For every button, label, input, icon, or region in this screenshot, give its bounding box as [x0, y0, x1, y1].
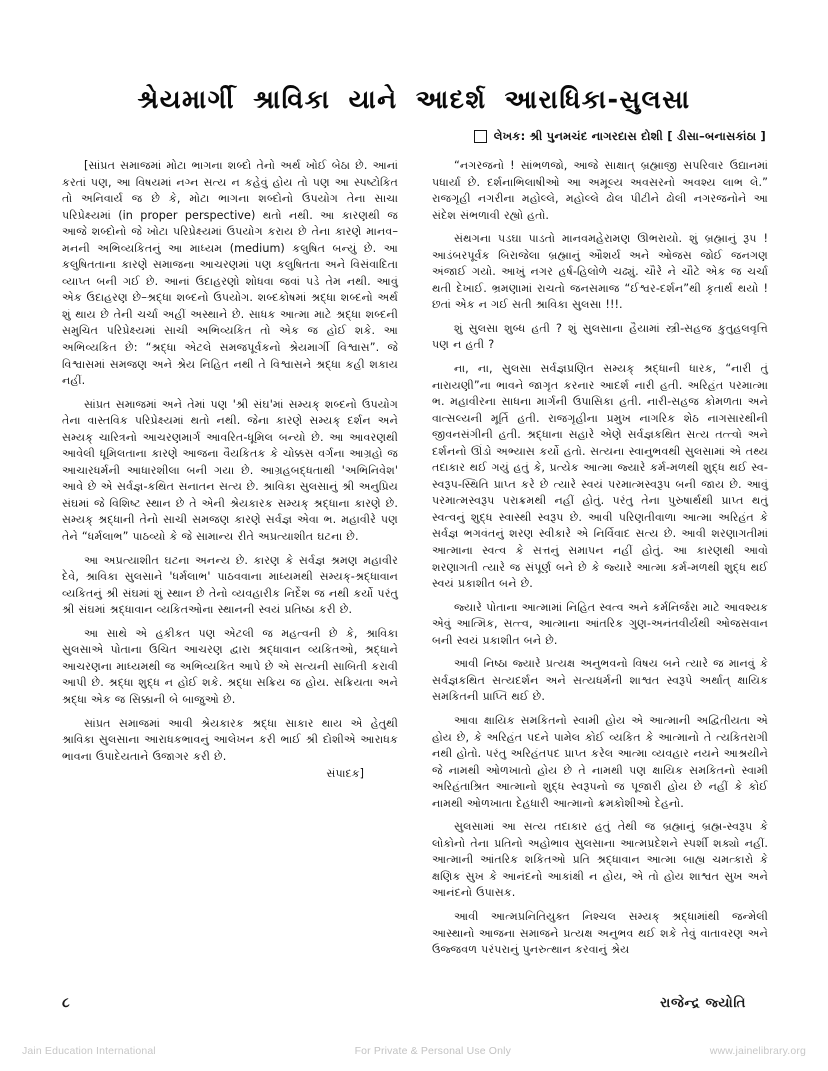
left-column [62, 158, 398, 958]
square-bullet-icon [474, 130, 487, 143]
scan-footer-left: Jain Education International [22, 1045, 156, 1057]
paragraph: સંથગના પડઘા પાડતો માનવમહેરામણ ઊભરાયો. શું બ્રહ્માનું રૂપ ! આડંબરપૂર્વક બિરાજેલા બ્રહ્માનું ઔશર્ય અને ઓજસ જોઈ જનગણ અંજાઈ ગયો. આખું નગર હર્ષ-હિલોળે ચઢ્યું. ચૌરે ને ચૌટે એક જ ચર્ચા થતી દેખાઈ. ભ્રમણામાં રાચતો જનસમાજ “ઈશ્વર-દર્શન”થી કૃતાર્થ થયો ! છતાં એક ન ગઈ સતી શ્રાવિકા સુલસા !!!. [432, 232, 768, 312]
paragraph: સાંપ્રત સમાજમાં અને તેમાં પણ 'શ્રી સંઘ'માં સમ્યક્ શબ્દનો ઉપયોગ તેના વાસ્તવિક પરિપ્રેક્ષ્યમાં થતો નથી. જેના કારણે સમ્યક્ દર્શન અને સમ્યક્ ચારિત્રનો આચરણમાર્ગ આવરિત-ધૂમિલ બન્યો છે. આ આવરણથી આવેલી ધૂમિલતાના કારણે આજના વૈયકિતક કે ચોક્કસ વર્ગના આગ્રહો જ આચારધર્મની આધારશીલા બની ગયા છે. આગ્રહબદ્ધતાથી 'અભિનિવેશ' આવે છે એ સર્વજ્ઞ-કથિત સનાતન સત્ય છે. શ્રાવિકા સુલસાનું શ્રી અનુપ્રિય સંઘમાં જે વિશિષ્ટ સ્થાન છે તે એની શ્રેયકારક સમ્યક્ શ્રદ્ધાના કારણે છે. સમ્યક્ શ્રદ્ધાની તેનો સાચી સમજણ કારણે સર્વજ્ઞ એવા ભ. મહાવીરે પણ તેને “ધર્મલાભ” પાઠવ્યો કે જે સામાન્ય રીતે અપ્રત્યાશીત ઘટના છે. [62, 397, 398, 544]
scan-footer-center: For Private & Personal Use Only [354, 1045, 511, 1057]
page-title: શ્રેયમાર્ગી શ્રાવિકા યાને આદર્શ આરાધિકા-સુલસા [137, 85, 691, 115]
paragraph: ના, ના, સુલસા સર્વજ્ઞપ્રણિત સમ્યક્ શ્રદ્ધાની ધારક, “નારી તું નારાયણી”ના ભાવને જાગૃત કરનાર આદર્શ નારી હતી. અરિહંત પરમાત્મા ભ. મહાવીરના સાધના માર્ગની ઉપાસિકા હતી. નારી-સહજ કોમળતા અને વાત્સલ્યની મૂર્તિ હતી. રાજગૃહીના પ્રમુખ નાગરિક શેઠ નાગસારથીની જીવનસંગીની હતી. શ્રદ્ધાના સહારે એણે સર્વજ્ઞકથિત સત્ય તત્ત્વો અને દર્શનનો ઊંડો અભ્યાસ કર્યો હતો. સત્યના સ્વાનુભવથી સુલસામાં એ તથ્ય તદાકાર થઈ ગયું હતું કે, પ્રત્યેક આત્મા જ્યારે કર્મ-મળથી શુદ્ધ થઈ સ્વ-સ્વરૂપ-સ્થિતિ પ્રાપ્ત કરે છે ત્યારે સ્વયં પરમાત્મસ્વરૂપ બની જાય છે. આવું પરમાત્મસ્વરૂપ પરાક્રમથી નહીં હોતું. પરંતુ તેના પુરુષાર્થથી પ્રાપ્ત થતું સ્વત્વનું શુદ્ધ સ્વાસ્થી સ્વરૂપ છે. આવી પરિણતીવાળા આત્મા અરિહંત કે સર્વજ્ઞ ભગવંતનું શરણ સ્વીકારે એ નિર્વિવાદ સત્ય છે. આવી શરણાગતીમાં આત્માના સ્વત્વ કે સત્તનું સમાપન નહીં હોતું. આ કારણથી આવો શરણાગતી ત્યારે જ સંપૂર્ણ બને છે કે જ્યારે આત્મા કર્મ-મળથી શુદ્ધ થઈ સ્વયં પ્રકાશીત બને છે. [432, 362, 768, 591]
scan-footer-right: www.jainelibrary.org [709, 1045, 806, 1057]
paragraph: આવી નિષ્ઠા જ્યારે પ્રત્યક્ષ અનુભવનો વિષય બને ત્યારે જ માનવું કે સર્વજ્ઞકથિત સત્યદર્શન અને સત્યધર્મની શાશ્વત સ્વરૂપે અર્થાત્ ક્ષાયિક સમકિતની પ્રાપ્તિ થઈ છે. [432, 657, 768, 704]
paragraph: જ્યારે પોતાના આત્મામાં નિહિત સ્વત્વ અને કર્મનિર્જરા માટે આવશ્યક એવું આત્મિક, સત્ત્વ, આત્માના આંતરિક ગુણ-અનંતવીર્યથી ઓજસવાન બની સ્વયં પ્રકાશીત બને છે. [432, 600, 768, 647]
journal-mark: રાજેન્દ્ર જ્યોતિ [660, 995, 746, 1011]
paragraph: આવા ક્ષાયિક સમકિતનો સ્વામી હોય એ આત્માની અદ્વિતીયતા એ હોય છે, કે અરિહંત પદને પામેલ કોઈ વ્યકિત કે આત્માનો તે ત્યકિતરાગી નથી હોતો. પરંતુ અરિહંતપદ પ્રાપ્ત કરેલ આત્મા વ્યવહાર નયને આશ્રયીને જે નામથી ઓળખાતો હોય છે તે નામથી પણ ક્ષાયિક સમકિતનો સ્વામી અરિહંતાશ્રિત આત્માનો શુદ્ધ સ્વરૂપનો જ પૂજારી હોય છે નહીં કે કોઈ નામથી ઓળખાતા દેહધારી આત્માનો ક્રમકોશીઓ દેહનો. [432, 713, 768, 810]
paragraph: [સાંપ્રત સમાજમાં મોટા ભાગના શબ્દો તેનો અર્થ ખોઈ બેઠા છે. આનાં કરતાં પણ, આ વિષયમાં નગ્ન સત્ય ન કહેવું હોય તો પણ આ સ્પષ્ટોકિત તો અનિવાર્ય જ છે કે, મોટા ભાગના શબ્દોનો ઉપયોગ તેના સાચા પરિપ્રેક્ષ્યમાં (in proper perspective) થતો નથી. આ કારણથી જ આજે શબ્દોનો જે ખોટા પરિપ્રેક્ષ્યમાં ઉપયોગ કરાય છે તેના કારણે માનવ–મનની અભિવ્યકિતનું આ માધ્યમ (medium) કલુષિત બન્યું છે. આ કલુષિતતાના કારણે સમાજના આચરણમાં પણ કલુષિતતા અને વિસંવાદિતા વ્યાપ્ત બની ગઈ છે. આનાં ઉદાહરણો શોધવા જવાં પડે તેમ નથી. આવું એક ઉદાહરણ છે–શ્રદ્ધા શબ્દનો ઉપયોગ. શબ્દકોષમાં શ્રદ્ધા શબ્દનો અર્થ શું થાય છે તેની ચર્ચા અહીં અસ્થાને છે. સાધક આત્મા માટે શ્રદ્ધા શબ્દની સમુચિત પરિપ્રેક્ષ્યમાં સાચી અભિવ્યકિત તો એક જ હોઈ શકે. આ અભિવ્યકિત છે: “શ્રદ્ધા એટલે સમજપૂર્વકનો શ્રેયમાર્ગી વિશ્વાસ”. જે વિશ્વાસમાં સમજણ અને શ્રેય નિહિત નથી તે વિશ્વાસને શ્રદ્ધા કહી શકાય નહીં. [62, 159, 398, 388]
paragraph: આ સાથે એ હકીકત પણ એટલી જ મહત્વની છે કે, શ્રાવિકા સુલસાએ પોતાના ઉચિત આચરણ દ્વારા શ્રદ્ધાવાન વ્યકિતઓ, શ્રદ્ધાને આચરણના માધ્યમથી જ અભિવ્યકિત આપે છે એ સત્યની સાબિતી કરાવી આપી છે. શ્રદ્ધા શુદ્ધ ન હોઈ શકે. શ્રદ્ધા સક્રિય જ હોય. સક્રિયતા અને શ્રદ્ધા એક જ સિક્કાની બે બાજુઓ છે. [62, 626, 398, 706]
paragraph: આવી આત્મપ્રનિતિયુક્ત નિશ્ચલ સમ્યક્ શ્રદ્ધામાંથી જન્મેલી આસ્થાનો આજના સમાજને પ્રત્યક્ષ અનુભવ થઈ શકે તેવું વાતાવરણ અને ઉજ્જવળ પરંપરાનું પુનરુત્થાન કરવાનું શ્રેય [432, 909, 768, 957]
page-number: ૮ [62, 995, 70, 1011]
byline [0, 129, 828, 144]
paragraph: સુલસામાં આ સત્ય તદાકાર હતું તેથી જ બ્રહ્માનું બ્રહ્મ-સ્વરૂપ કે લોકોનો તેના પ્રતિનો અહોભાવ સુલસાના આત્મપ્રદેશને સ્પર્શી શક્યો નહીં. આત્માની આંતરિક શકિતઓ પ્રતિ શ્રદ્ધાવાન આત્મા બાહ્ય ચમત્કારો કે ક્ષણિક સુખ કે આનંદનો આકાંક્ષી ન હોય, એ તો હોય શાશ્વત સુખ અને આનંદનો ઉપાસક. [432, 820, 768, 900]
body-columns [62, 158, 768, 958]
title-block [0, 86, 828, 115]
scan-footer [0, 1045, 828, 1057]
folio-row [62, 995, 768, 1011]
paragraph: સાંપ્રત સમાજમાં આવી શ્રેયકારક શ્રદ્ધા સાકાર થાય એ હેતુથી શ્રાવિકા સુલસાના આરાધકભાવનું આલેખન કરી ભાઈ શ્રી દોશીએ આરાધક ભાવના ઉપાદેયતાને ઉજાગર કરી છે. [62, 716, 398, 763]
paragraph: “નગરજનો ! સાંભળજો, આજે સાક્ષાત્ બ્રહ્માજી સપરિવાર ઉદ્યાનમાં પધાર્યા છે. દર્શનાભિલાષીઓ આ અમૂલ્ય અવસરનો અવશ્ય લાભ લે.” રાજગૃહી નગરીના મહોલ્લે, મહોલ્લે ઢોલ પીટીને ઢોલી નગરજનોને આ સંદેશ સંભળાવી રહ્યો હતો. [432, 159, 768, 222]
right-column [432, 158, 768, 958]
paragraph: આ અપ્રત્યાશીત ઘટના અનન્ય છે. કારણ કે સર્વજ્ઞ શ્રમણ મહાવીર દેવે, શ્રાવિકા સુલસાને 'ધર્મલાભ' પાઠવવાના માધ્યમથી સમ્યક્-શ્રદ્ધાવાન વ્યકિતનું શ્રી સંઘમાં શું સ્થાન છે તેનો વ્યવહારીક નિર્દેશ જ નથી કર્યો પરંતુ શ્રી સંઘમાં શ્રદ્ધાવાન વ્યકિતઓના સ્થાનની સ્વયં પ્રતિષ્ઠા કરી છે. [62, 553, 398, 617]
paragraph: શું સુલસા શુબ્ધ હતી ? શું સુલસાના હૈયામાં સ્ત્રી-સહજ કુતુહલવૃત્તિ પણ ન હતી ? [432, 321, 768, 352]
byline-text: લેખક: શ્રી પુનમચંદ નાગરદાસ દોશી [ ડીસા–બનાસકાંઠા ] [493, 129, 766, 143]
editor-signature: સંપાદક] [326, 767, 364, 781]
